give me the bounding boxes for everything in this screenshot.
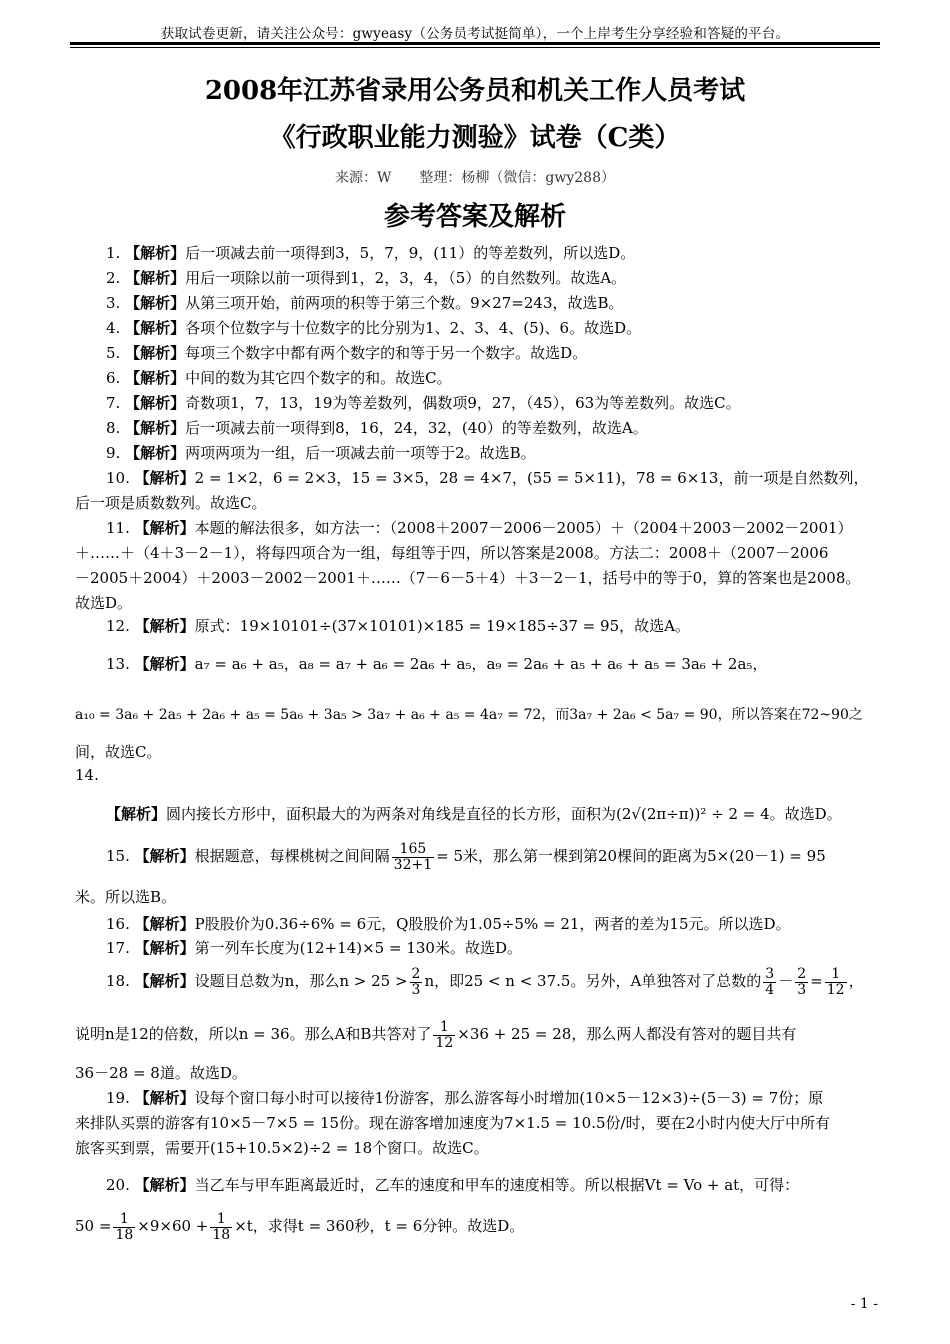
answer-item: 7. 【解析】奇数项1，7，13，19为等差数列，偶数项9，27，（45），63为等差数列。故选C。	[106, 394, 741, 412]
answer-item: 18. 【解析】设题目总数为n，那么n > 25 > $\frac{2}{3}$ n，即25 < n < 37.5。另外，A单独答对了总数的 $\frac{3}{4}$ － $\frac{2}{3}$ = $\frac{1}{12}$ ，	[106, 966, 864, 998]
answer-continuation: 来排队买票的游客有10×5－7×5 = 15份。现在游客增加速度为7×1.5 = 10.5份/时，要在2小时内使大厅中所有	[75, 1114, 831, 1132]
answer-continuation: 旅客买到票，需要开(15+10.5×2)÷2 = 18个窗口。故选C。	[75, 1139, 489, 1157]
answer-item: 5. 【解析】每项三个数字中都有两个数字的和等于另一个数字。故选D。	[106, 344, 588, 362]
answer-item: 6. 【解析】中间的数为其它四个数字的和。故选C。	[106, 369, 452, 387]
answer-continuation: 米。所以选B。	[75, 888, 177, 906]
exam-subtitle: 《行政职业能力测验》试卷（C类）	[269, 123, 681, 153]
answer-item: 16. 【解析】P股股价为0.36÷6% = 6元，Q股股价为1.05÷5% = 21，两者的差为15元。所以选D。	[106, 915, 791, 933]
answer-item: 2. 【解析】用后一项除以前一项得到1，2，3，4，（5）的自然数列。故选A。	[106, 269, 627, 287]
answer-item: 1. 【解析】后一项减去前一项得到3，5，7，9，(11）的等差数列，所以选D。	[106, 244, 636, 262]
page-number: - 1 -	[850, 1296, 878, 1312]
answer-number: 14.	[75, 766, 99, 784]
fraction: $\frac{3}{4}$	[765, 966, 775, 998]
section-title: 参考答案及解析	[383, 202, 566, 232]
answer-item: 12. 【解析】原式：19×10101÷(37×10101)×185 = 19×185÷37 = 95，故选A。	[106, 617, 690, 635]
answer-item: 3. 【解析】从第三项开始，前两项的积等于第三个数。9×27=243，故选B。	[106, 294, 624, 312]
answer-item: 4. 【解析】各项个位数字与十位数字的比分别为1、2、3、4、(5)、6。故选D。	[106, 319, 642, 337]
fraction: $\frac{1}{12}$	[826, 966, 845, 998]
answer-continuation: 50 = $\frac{1}{18}$ ×9×60 + $\frac{1}{18}$ ×t，求得t = 360秒，t = 6分钟。故选D。	[75, 1211, 525, 1243]
fraction: $\frac{2}{3}$	[797, 966, 807, 998]
answer-continuation: 说明n是12的倍数，所以n = 36。那么A和B共答对了 $\frac{1}{12}$ ×36 + 25 = 28，那么两人都没有答对的题目共有	[75, 1019, 797, 1051]
exam-title: 2008年江苏省录用公务员和机关工作人员考试	[204, 76, 746, 106]
fraction: $\frac{1}{18}$	[212, 1211, 231, 1243]
header-note: 获取试卷更新，请关注公众号：gwyeasy（公务员考试挺简单），一个上岸考生分享经验和答疑的平台。	[160, 26, 790, 42]
answer-item: 11. 【解析】本题的解法很多，如方法一：（2008＋2007－2006－2005）＋（2004＋2003－2002－2001）	[106, 519, 853, 537]
answer-item: 17. 【解析】第一列车长度为(12+14)×5 = 130米。故选D。	[106, 939, 522, 957]
header-rule-thin	[70, 47, 880, 48]
answer-continuation: －2005＋2004）＋2003－2002－2001＋……（7－6－5＋4）＋3－2－1，括号中的等于0，算的答案也是2008。	[75, 569, 861, 587]
fraction: $\frac{1}{12}$	[435, 1019, 454, 1051]
header-rule-thick	[70, 42, 880, 45]
answer-item: 20. 【解析】当乙车与甲车距离最近时，乙车的速度和甲车的速度相等。所以根据Vt = Vo + at，可得：	[106, 1176, 800, 1194]
answer-item: 9. 【解析】两项两项为一组，后一项减去前一项等于2。故选B。	[106, 444, 536, 462]
answer-continuation: ＋……＋（4＋3－2－1），将每四项合为一组，每组等于四，所以答案是2008。方法二：2008＋（2007－2006	[75, 544, 829, 562]
answer-continuation: 间，故选C。	[75, 743, 162, 761]
answer-item: 【解析】圆内接长方形中，面积最大的为两条对角线是直径的长方形，面积为(2√(2π÷π))² ÷ 2 = 4。故选D。	[106, 805, 842, 823]
fraction: $\frac{165}{32+1}$	[393, 841, 433, 873]
answer-item: 10. 【解析】2 = 1×2，6 = 2×3，15 = 3×5，28 = 4×7，(55 = 5×11)，78 = 6×13，前一项是自然数列，	[106, 469, 869, 487]
answer-continuation: 后一项是质数数列。故选C。	[75, 494, 267, 512]
answer-item: 8. 【解析】后一项减去前一项得到8，16，24，32，(40）的等差数列，故选A。	[106, 419, 648, 437]
source-line: 来源：W 整理：杨柳（微信：gwy288）	[335, 170, 615, 186]
answer-continuation: 36－28 = 8道。故选D。	[75, 1064, 247, 1082]
answer-continuation: 故选D。	[75, 594, 133, 612]
answer-continuation: a₁₀ = 3a₆ + 2a₅ + 2a₆ + a₅ = 5a₆ + 3a₅ > 3a₇ + a₆ + a₅ = 4a₇ = 72，而3a₇ + 2a₆ < 5a₇ = 90，所以答案在72~90之	[75, 707, 863, 723]
fraction: $\frac{1}{18}$	[115, 1211, 134, 1243]
answer-item: 15. 【解析】根据题意，每棵桃树之间间隔 $\frac{165}{32+1}$ = 5米，那么第一棵到第20棵间的距离为5×(20－1) = 95	[106, 841, 826, 873]
answer-item: 19. 【解析】设每个窗口每小时可以接待1份游客，那么游客每小时增加(10×5－12×3)÷(5－3) = 7份；原	[106, 1089, 824, 1107]
answer-item: 13. 【解析】a₇ = a₆ + a₅，a₈ = a₇ + a₆ = 2a₆ + a₅，a₉ = 2a₆ + a₅ + a₆ + a₅ = 3a₆ + 2a₅，	[106, 655, 768, 673]
fraction: $\frac{2}{3}$	[411, 966, 421, 998]
